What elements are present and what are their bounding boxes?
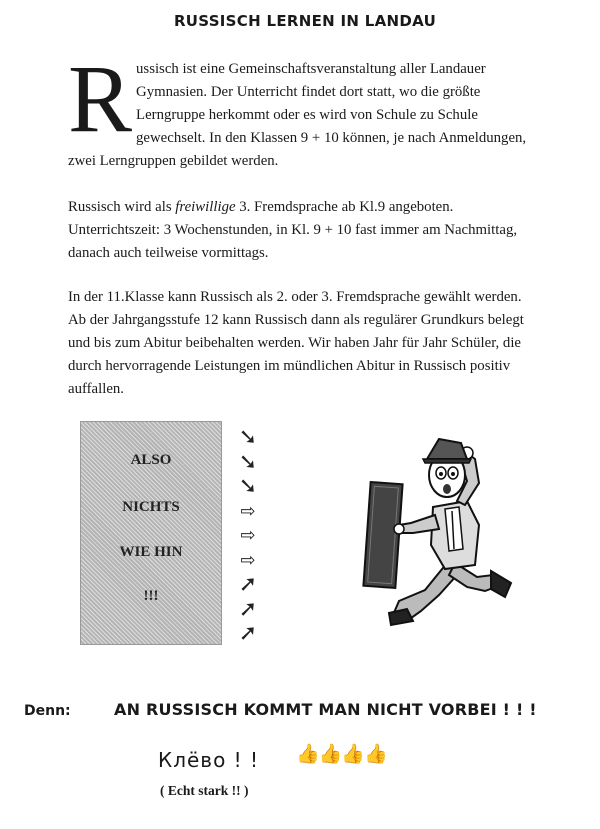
thumbs-up-icon: 👍 xyxy=(364,743,387,765)
up-right-arrow-icon: ➚ xyxy=(238,621,258,646)
closing-label: Denn: xyxy=(24,703,71,719)
slang-translation: ( Echt stark !! ) xyxy=(160,783,249,798)
right-outline-arrow-icon: ⇨ xyxy=(240,500,256,522)
page-title: RUSSISCH LERNEN IN LANDAU xyxy=(173,12,437,30)
upper-level-paragraph: In der 11.Klasse kann Russisch als 2. oder 3. Fremdsprache gewählt werden. Ab der Jahrgangsstufe 12 kann Russisch dann als regulärer Grundkurs belegt und bis zum Abitur beibehalten werden. Wir haben Jahr für Jahr Schüler, die durch hervorragende Leistungen im mündlichen Abitur in Russisch positiv auffallen. xyxy=(68,289,524,397)
right-outline-arrow-icon: ⇨ xyxy=(240,549,256,571)
slogan-line: WIE HIN xyxy=(119,544,183,560)
right-outline-arrow-icon: ⇨ xyxy=(240,525,256,546)
running-man-icon xyxy=(355,425,525,630)
intro-text: ussisch ist eine Gemeinschaftsveranstaltung aller Landauer Gymnasien. Der Unterricht findet dort statt, wo die größte Lerngruppe herkommt oder es wird von Schule zu Schule gewechselt. In den Klassen 9 + 10 können, je nach Anmeldungen, zwei Lerngruppen gebildet werden. xyxy=(68,61,527,169)
offer-suffix: 3. Fremdsprache ab Kl.9 angeboten. Unterrichtszeit: 3 Wochenstunden, in Kl. 9 + 10 fast immer am Nachmittag, danach auch teilweise vormittags. xyxy=(68,199,518,261)
intro-paragraph xyxy=(68,45,530,173)
up-right-arrow-icon: ➚ xyxy=(238,596,258,622)
offer-paragraph xyxy=(68,196,530,265)
slogan-box xyxy=(80,421,222,645)
closing-slogan: AN RUSSISCH KOMMT MAN NICHT VORBEI ! ! ! xyxy=(114,700,537,719)
thumbs-up-icons xyxy=(296,742,387,765)
down-right-arrow-icon: ➘ xyxy=(238,449,258,475)
slang-word: Клёво ! ! xyxy=(158,748,260,772)
down-right-arrow-icon: ➘ xyxy=(238,474,258,499)
arrow-column xyxy=(236,426,260,647)
thumbs-up-icon: 👍 xyxy=(296,743,319,765)
slogan-line: !!! xyxy=(143,588,159,604)
thumbs-up-icon: 👍 xyxy=(341,743,365,765)
slogan-line: ALSO xyxy=(130,452,172,468)
slogan-line: NICHTS xyxy=(122,499,180,515)
offer-prefix: Russisch wird als xyxy=(68,199,176,215)
down-right-arrow-icon: ➘ xyxy=(238,425,258,450)
offer-emphasis: freiwillige xyxy=(175,199,236,215)
up-right-arrow-icon: ➚ xyxy=(238,572,258,597)
thumbs-up-icon: 👍 xyxy=(318,743,342,765)
drop-cap: R xyxy=(68,45,133,152)
